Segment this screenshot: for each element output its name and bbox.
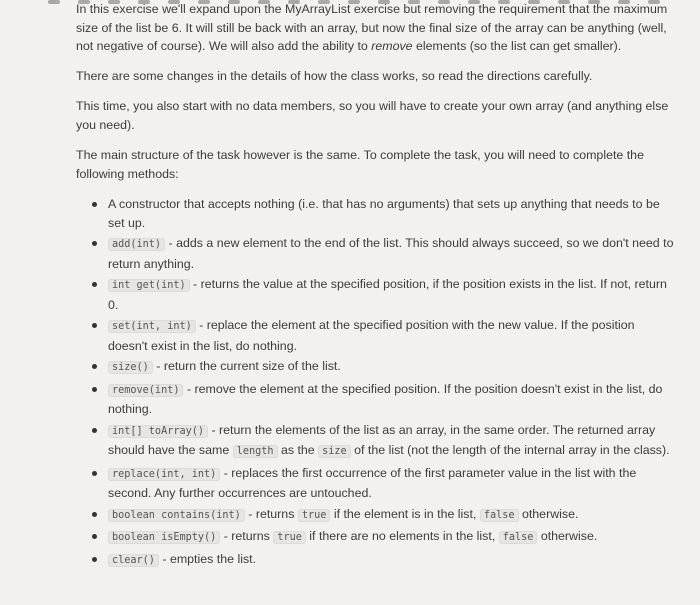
- inline-code: false: [480, 509, 519, 522]
- inline-code: false: [499, 531, 538, 544]
- method-signature: set(int, int): [108, 320, 196, 333]
- data-members-paragraph: This time, you also start with no data members, so you will have to create your own array (and anything else you need).: [76, 99, 669, 132]
- method-signature: clear(): [108, 554, 159, 567]
- method-signature: int get(int): [108, 279, 190, 292]
- list-item: remove(int) - remove the element at the specified position. If the position doesn't exist in the list, do nothing.: [108, 380, 676, 419]
- inline-code: length: [233, 445, 278, 458]
- indicator-dash: [48, 0, 60, 4]
- list-item: int[] toArray() - return the elements of the list as an array, in the same order. The returned array should have the same length as the size of the list (not the length of the internal array in the class).: [108, 421, 676, 462]
- list-item: A constructor that accepts nothing (i.e. that has no arguments) that sets up anything that needs to be set up.: [108, 195, 676, 232]
- emphasis-remove: remove: [371, 39, 413, 53]
- list-item: set(int, int) - replace the element at the specified position with the new value. If the position doesn't exist in the list, do nothing.: [108, 316, 676, 355]
- structure-paragraph: The main structure of the task however is the same. To complete the task, you will need to complete the following methods:: [76, 148, 644, 181]
- method-signature: remove(int): [108, 384, 183, 397]
- method-signature: boolean isEmpty(): [108, 531, 220, 544]
- list-item: clear() - empties the list.: [108, 550, 676, 571]
- intro-paragraph: [76, 0, 676, 56]
- method-signature: int[] toArray(): [108, 425, 208, 438]
- method-signature: boolean contains(int): [108, 509, 245, 522]
- inline-code: true: [298, 509, 331, 522]
- method-signature: add(int): [108, 238, 165, 251]
- changes-paragraph: There are some changes in the details of how the class works, so read the directions carefully.: [76, 68, 593, 83]
- method-signature: replace(int, int): [108, 468, 220, 481]
- list-item: boolean isEmpty() - returns true if there are no elements in the list, false otherwise.: [108, 527, 676, 548]
- inline-code: true: [273, 531, 306, 544]
- intro-text-end: elements (so the list can get smaller).: [412, 39, 622, 53]
- list-item: replace(int, int) - replaces the first occurrence of the first parameter value in the list with the second. Any further occurrences are untouched.: [108, 464, 676, 503]
- intro-text: In this exercise we'll expand upon the MyArrayList exercise but removing the requirement that the maximum size of the list be 6. It will still be back with an array, but now the final size of the array can be anything (well, not negative of course). We will also add the ability to: [76, 2, 668, 53]
- list-item: int get(int) - returns the value at the specified position, if the position exists in the list. If not, return 0.: [108, 275, 676, 314]
- list-item: size() - return the current size of the list.: [108, 357, 676, 378]
- list-item: add(int) - adds a new element to the end of the list. This should always succeed, so we don't need to return anything.: [108, 234, 676, 273]
- assignment-text: [76, 0, 676, 572]
- inline-code: size: [318, 445, 351, 458]
- list-item: boolean contains(int) - returns true if the element is in the list, false otherwise.: [108, 505, 676, 526]
- method-signature: size(): [108, 361, 153, 374]
- method-list: [76, 195, 676, 570]
